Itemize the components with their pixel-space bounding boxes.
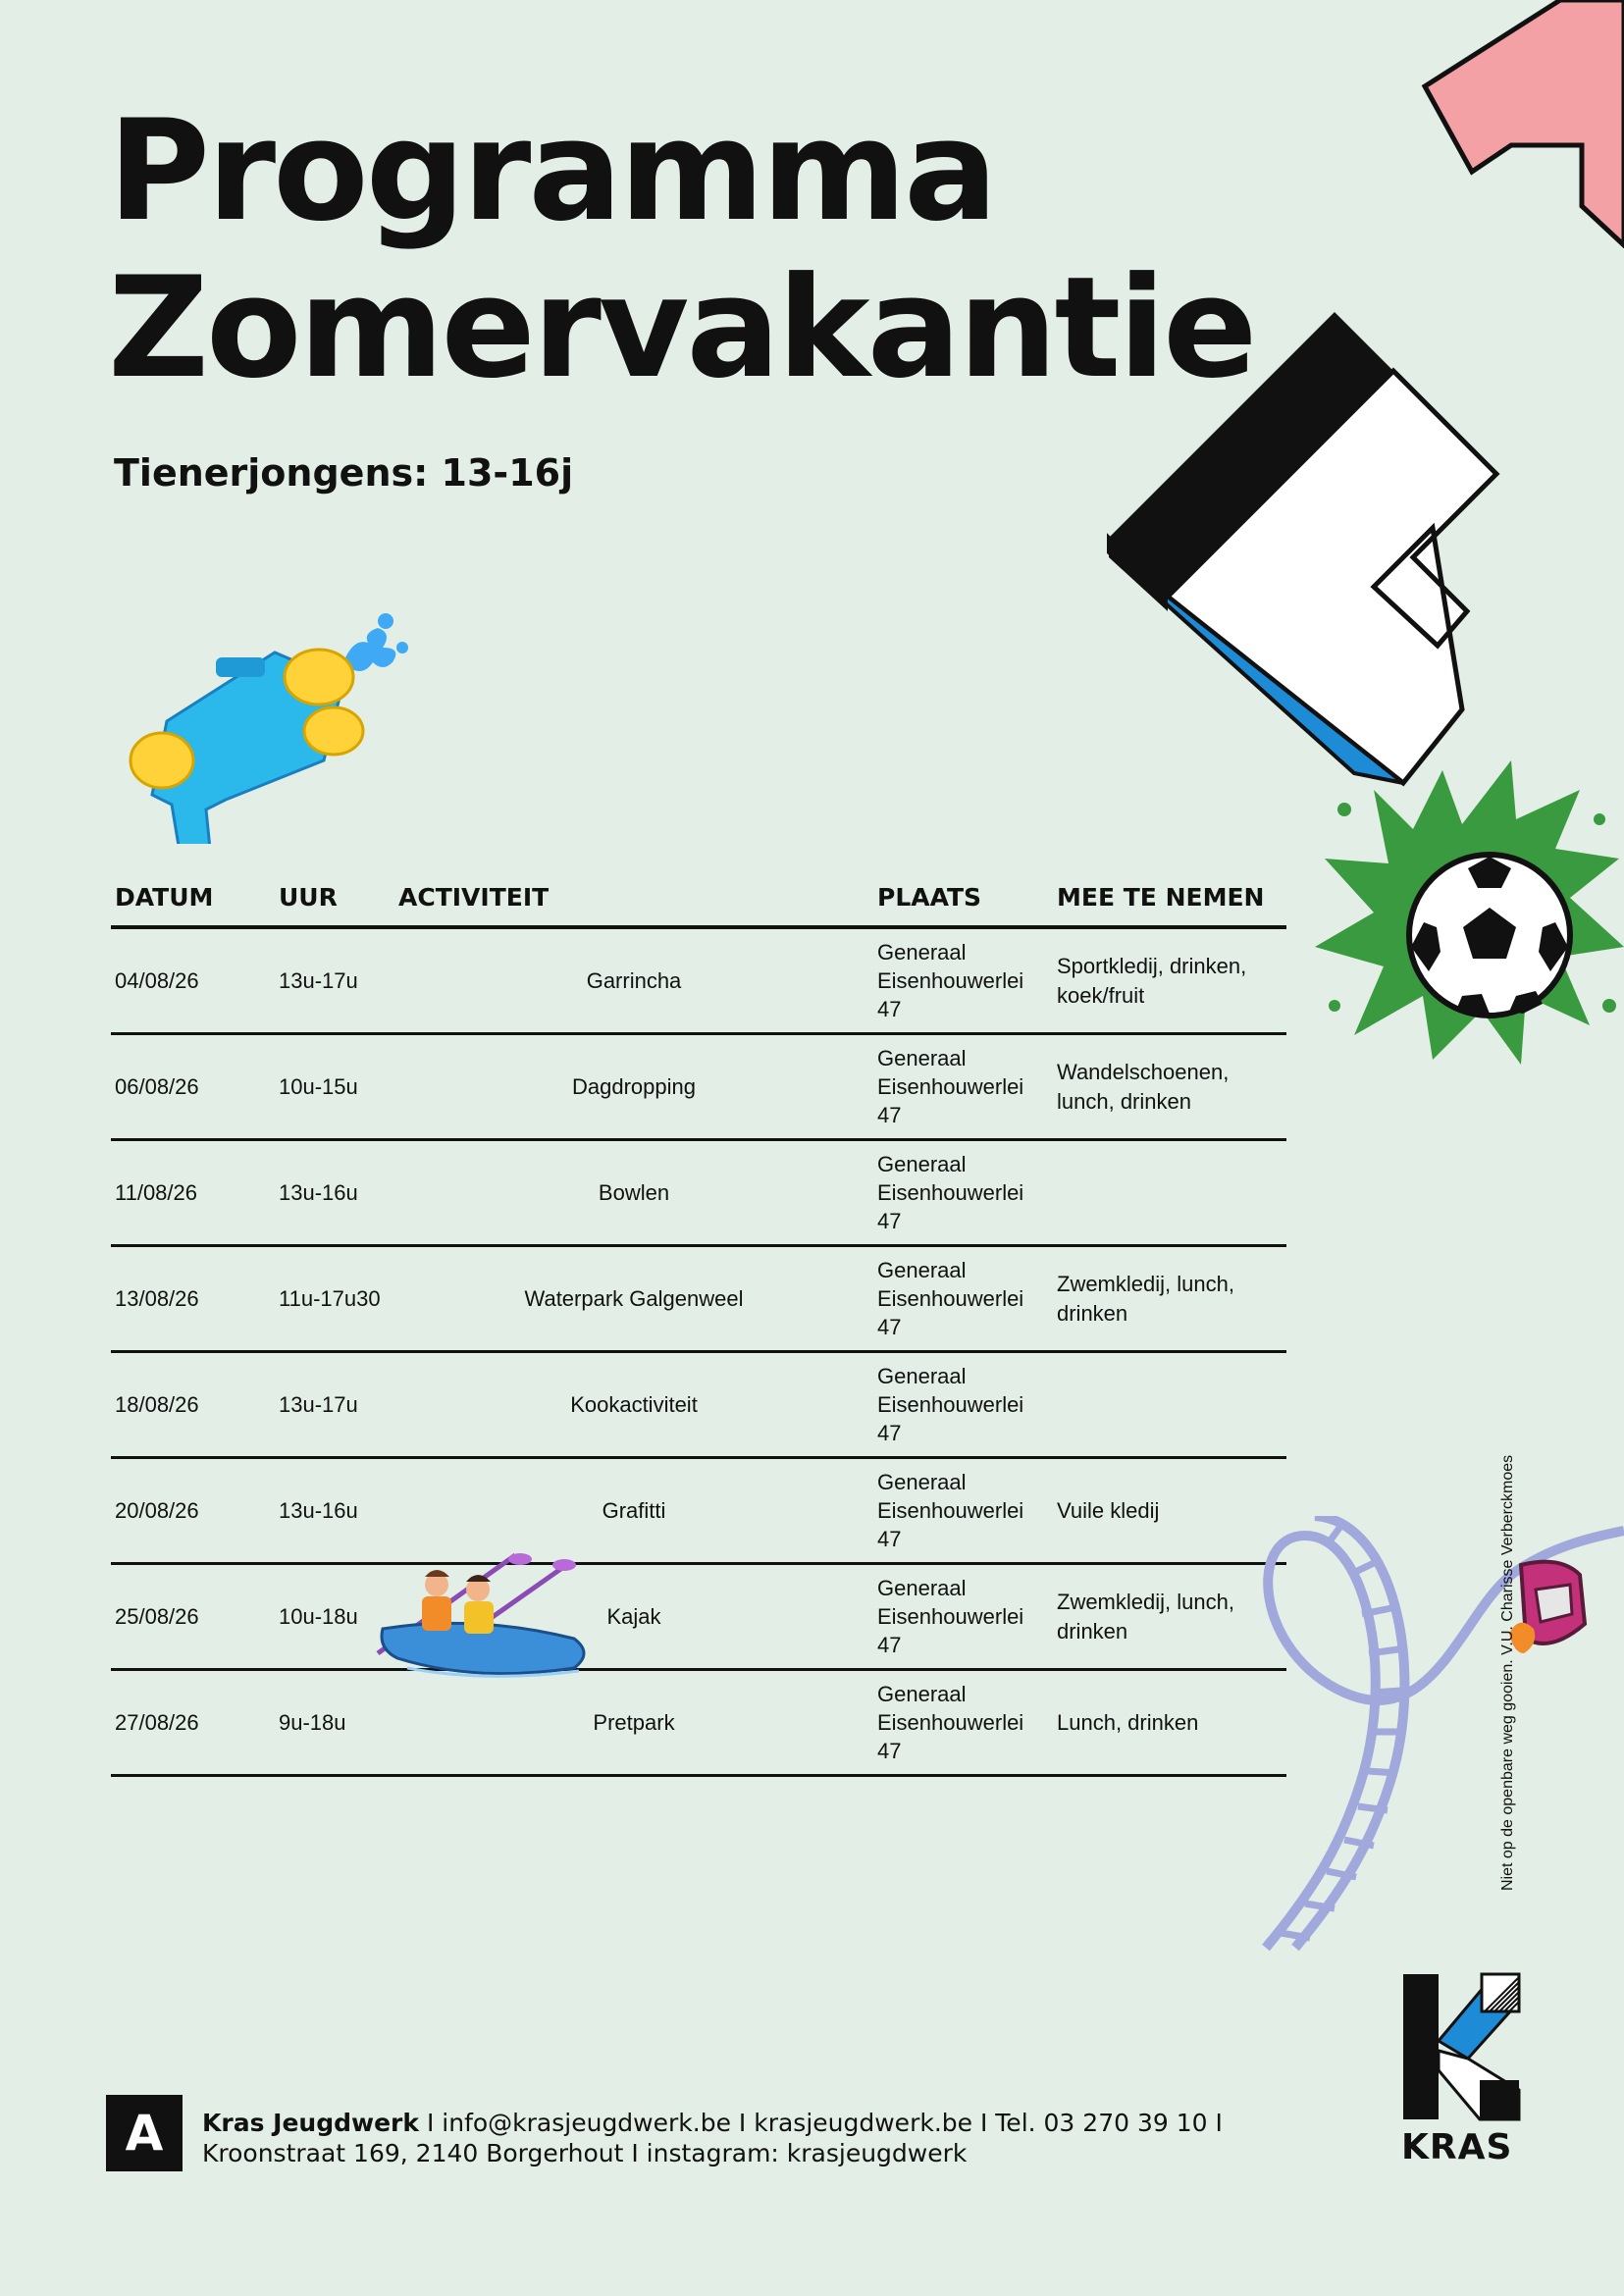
cell-datum: 04/08/26 [111,927,275,1034]
schedule-table [111,883,1286,1777]
table-row [111,1458,1286,1564]
cell-mee: Vuile kledij [1053,1458,1286,1564]
cell-activiteit: Bowlen [394,1140,873,1246]
cell-uur: 13u-16u [275,1140,394,1246]
rollercoaster-icon [1256,1516,1624,1957]
table-row [111,927,1286,1034]
cell-activiteit: Kookactiviteit [394,1352,873,1458]
cell-plaats: Generaal Eisenhouwerlei 47 [873,1564,1053,1670]
col-header-datum: DATUM [111,883,275,927]
cell-uur: 11u-17u30 [275,1246,394,1352]
cell-plaats: Generaal Eisenhouwerlei 47 [873,1670,1053,1776]
kras-logo-word: KRAS [1401,2127,1513,2167]
table-row [111,1564,1286,1670]
footer-contact [202,2108,1223,2168]
table-header-row [111,883,1286,927]
table-row [111,1670,1286,1776]
col-header-uur: UUR [275,883,394,927]
cell-mee [1053,1140,1286,1246]
cell-mee: Sportkledij, drinken, koek/fruit [1053,927,1286,1034]
table-row [111,1140,1286,1246]
pink-tetris-icon [1413,0,1624,255]
footer-contact-line1: I info@krasjeugdwerk.be I krasjeugdwerk.be I Tel. 03 270 39 10 I [419,2109,1223,2137]
cell-plaats: Generaal Eisenhouwerlei 47 [873,1034,1053,1140]
cell-datum: 25/08/26 [111,1564,275,1670]
antwerp-logo-icon: A [106,2095,183,2171]
table-row [111,1034,1286,1140]
col-header-activiteit: ACTIVITEIT [394,883,873,927]
cell-plaats: Generaal Eisenhouwerlei 47 [873,1352,1053,1458]
kras-logo-icon [1401,1972,1521,2121]
cell-activiteit: Garrincha [394,927,873,1034]
col-header-plaats: PLAATS [873,883,1053,927]
cell-plaats: Generaal Eisenhouwerlei 47 [873,1140,1053,1246]
cell-datum: 06/08/26 [111,1034,275,1140]
footer-contact-line2: Kroonstraat 169, 2140 Borgerhout I instagram: krasjeugdwerk [202,2139,968,2167]
cell-mee: Zwemkledij, lunch, drinken [1053,1564,1286,1670]
cell-activiteit: Kajak [394,1564,873,1670]
table-row [111,1246,1286,1352]
soccer-ball-icon [1315,751,1624,1074]
cell-uur: 9u-18u [275,1670,394,1776]
cell-mee: Zwemkledij, lunch, drinken [1053,1246,1286,1352]
cell-datum: 20/08/26 [111,1458,275,1564]
tetris-block-icon [1099,312,1501,793]
cell-mee: Wandelschoenen, lunch, drinken [1053,1034,1286,1140]
water-gun-icon [123,603,417,844]
cell-activiteit: Dagdropping [394,1034,873,1140]
footer-org-name: Kras Jeugdwerk [202,2109,420,2137]
cell-uur: 13u-17u [275,1352,394,1458]
col-header-mee: MEE TE NEMEN [1053,883,1286,927]
cell-uur: 13u-16u [275,1458,394,1564]
page-subtitle: Tienerjongens: 13-16j [114,451,574,495]
cell-plaats: Generaal Eisenhouwerlei 47 [873,1458,1053,1564]
page-title [108,90,1255,409]
kayak-icon [368,1545,594,1688]
vu-text: Niet op de openbare weg gooien. V.U. Charisse Verberckmoes [1499,1454,1516,1891]
cell-uur: 10u-18u [275,1564,394,1670]
cell-activiteit: Pretpark [394,1670,873,1776]
title-line-2: Zomervakantie [108,247,1255,409]
cell-mee: Lunch, drinken [1053,1670,1286,1776]
cell-uur: 13u-17u [275,927,394,1034]
cell-datum: 11/08/26 [111,1140,275,1246]
cell-datum: 13/08/26 [111,1246,275,1352]
title-line-1: Programma [108,90,995,252]
cell-activiteit: Grafitti [394,1458,873,1564]
table-row [111,1352,1286,1458]
cell-mee [1053,1352,1286,1458]
cell-activiteit: Waterpark Galgenweel [394,1246,873,1352]
cell-datum: 27/08/26 [111,1670,275,1776]
cell-plaats: Generaal Eisenhouwerlei 47 [873,1246,1053,1352]
cell-uur: 10u-15u [275,1034,394,1140]
cell-plaats: Generaal Eisenhouwerlei 47 [873,927,1053,1034]
cell-datum: 18/08/26 [111,1352,275,1458]
